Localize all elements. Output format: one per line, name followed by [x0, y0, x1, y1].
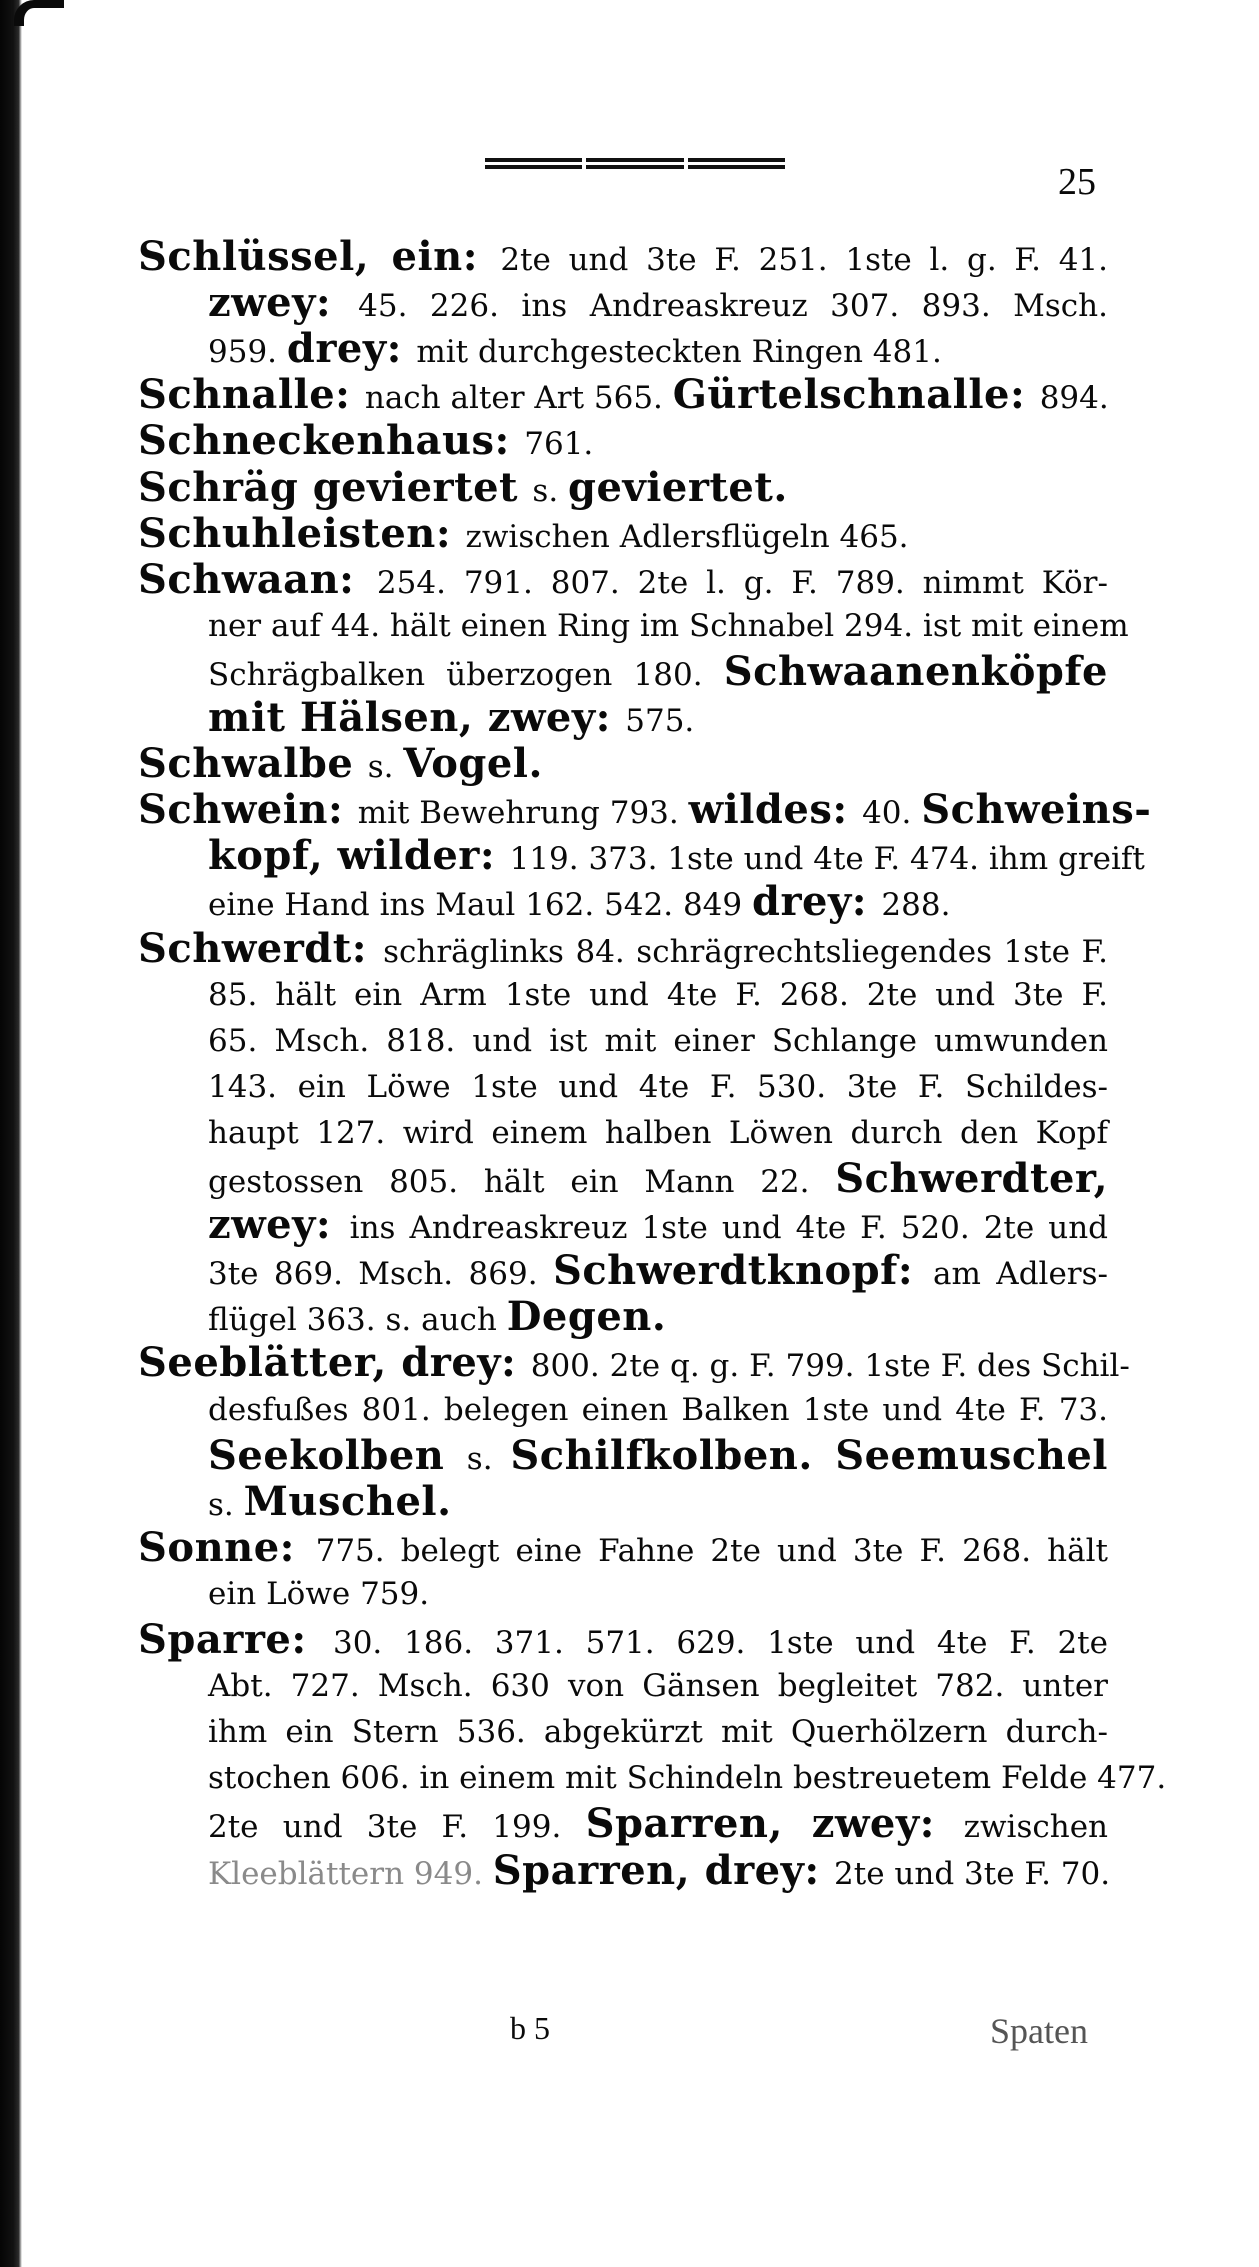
entry-text: eine Hand ins Maul 162. 542. 849 — [208, 887, 752, 924]
entry-text: ner auf 44. hält einen Ring im Schnabel 294. ist mit einem — [208, 607, 1129, 644]
headword: Schlüssel, ein: — [138, 233, 501, 280]
index-continuation-line — [208, 1018, 1108, 1064]
entry-text: 254. 791. 807. 2te l. g. F. 789. nimmt Kör- — [376, 564, 1108, 601]
index-continuation-line — [208, 1387, 1108, 1433]
index-continuation-line — [208, 1571, 1108, 1617]
headword: kopf, wilder: — [208, 832, 510, 880]
index-continuation-line — [208, 832, 1145, 880]
entry-text: ins Andreaskreuz 1ste und 4te F. 520. 2te und — [349, 1210, 1108, 1247]
headword: Schräg geviertet — [138, 463, 533, 511]
headword: Schweins- — [921, 786, 1152, 834]
headword: Seekolben — [208, 1431, 467, 1479]
headword: Schwaan: — [138, 555, 377, 603]
entry-text: zwischen — [963, 1809, 1109, 1846]
index-continuation-line — [208, 603, 1129, 649]
index-continuation-line — [208, 1846, 1111, 1894]
headword: Gürtelschnalle: — [672, 371, 1040, 419]
headword: geviertet. — [568, 463, 788, 511]
index-continuation-line — [208, 1663, 1108, 1709]
index-continuation-line — [208, 695, 1108, 741]
entry-text: 30. 186. 371. 571. 629. 1ste und 4te F. 2te — [332, 1625, 1108, 1661]
entry-text: 800. 2te q. g. F. 799. 1ste F. des Schil- — [530, 1348, 1130, 1385]
entry-text: 3te 869. Msch. 869. — [208, 1256, 553, 1293]
entry-text: mit durchgesteckten Ringen 481. — [416, 334, 942, 371]
headword: zwey: — [208, 1201, 350, 1249]
entry-text: flügel 363. s. auch — [208, 1302, 507, 1339]
entry-text: 959. — [208, 334, 287, 371]
index-entry-line — [138, 786, 1152, 834]
headword: Schwein: — [138, 786, 358, 834]
entry-text: 2te und 3te F. 251. 1ste l. g. F. 41. — [500, 242, 1108, 278]
entry-text: 40. — [862, 795, 922, 832]
index-continuation-line — [208, 1755, 1167, 1801]
entry-text: Schrägbalken überzogen 180. — [208, 656, 724, 693]
entry-text: 894. — [1039, 380, 1109, 417]
entry-text: nach alter Art 565. — [364, 380, 673, 417]
index-entry-line — [138, 1617, 1108, 1663]
index-entry-line — [138, 741, 1108, 787]
header-ornament-rule — [485, 157, 785, 173]
index-continuation-line — [208, 1709, 1108, 1755]
headword: Schwerdter, — [835, 1155, 1108, 1202]
headword: Muschel. — [243, 1477, 452, 1525]
ornament-segment — [485, 158, 582, 169]
page-number: 25 — [1058, 161, 1096, 203]
headword: Sonne: — [138, 1523, 316, 1571]
index-entry-line — [138, 926, 1108, 972]
entry-text: s. — [532, 472, 569, 509]
entry-text: 85. hält ein Arm 1ste und 4te F. 268. 2te und 3te F. — [208, 976, 1108, 1013]
headword: Schwaanenköpfe — [723, 647, 1108, 695]
entry-text: mit Bewehrung 793. — [357, 795, 689, 832]
book-binding-shadow — [0, 0, 22, 2267]
entry-text: s. — [367, 749, 404, 786]
entry-text: ihm ein Stern 536. abgekürzt mit Querhölzern durch- — [208, 1714, 1108, 1751]
entry-text: gestossen 805. hält ein Mann 22. — [208, 1164, 836, 1200]
headword: Vogel. — [403, 740, 543, 788]
entry-text: 288. — [881, 887, 951, 924]
headword: Seeblätter, drey: — [138, 1339, 531, 1387]
entry-text: schräglinks 84. schrägrechtsliegendes 1ste F. — [383, 933, 1108, 970]
entry-text: 575. — [625, 703, 695, 739]
headword: Schneckenhaus: — [138, 417, 525, 465]
entry-text: Abt. 727. Msch. 630 von Gänsen begleitet 782. unter — [208, 1668, 1108, 1705]
headword: Sparren, drey: — [492, 1846, 835, 1894]
entry-text: desfußes 801. belegen einen Balken 1ste und 4te F. 73. — [208, 1391, 1108, 1428]
headword: Schwerdt: — [138, 924, 384, 972]
index-entry-line — [138, 557, 1108, 603]
headword: Schwalbe — [138, 740, 368, 788]
entry-text: 119. 373. 1ste und 4te F. 474. ihm greift — [509, 841, 1145, 878]
index-entry-line — [138, 1525, 1108, 1571]
entry-text: zwischen Adlersflügeln 465. — [465, 518, 909, 555]
index-continuation-line — [208, 1156, 1108, 1202]
ornament-segment — [688, 158, 785, 169]
index-continuation-line — [208, 649, 1108, 695]
printer-signature: b 5 — [510, 2010, 550, 2046]
entry-text: 775. belegt eine Fahne 2te und 3te F. 268. hält — [315, 1532, 1108, 1569]
index-continuation-line — [208, 1479, 1108, 1525]
entry-text: stochen 606. in einem mit Schindeln bestreuetem Felde 477. — [208, 1760, 1167, 1797]
index-entry-line — [138, 418, 1108, 464]
index-continuation-line — [208, 1248, 1108, 1294]
index-continuation-line — [208, 1294, 1108, 1340]
entry-text: 2te und 3te F. 199. — [208, 1809, 586, 1846]
index-entry-line — [138, 1339, 1130, 1387]
catchword: Spaten — [990, 2011, 1088, 2051]
entry-text: 65. Msch. 818. und ist mit einer Schlange umwunden — [208, 1022, 1108, 1059]
index-continuation-line — [208, 280, 1108, 326]
index-continuation-line — [208, 326, 1108, 372]
headword: Degen. — [506, 1293, 667, 1341]
entry-text: ein Löwe 759. — [208, 1575, 430, 1612]
index-continuation-line — [208, 1110, 1108, 1156]
entry-text: 45. 226. ins Andreaskreuz 307. 893. Msch. — [358, 288, 1108, 325]
entry-text: 2te und 3te F. 70. — [834, 1855, 1111, 1892]
index-continuation-line — [208, 1801, 1108, 1847]
entry-text: am Adlers- — [933, 1256, 1108, 1293]
binding-corner — [14, 0, 64, 26]
headword: mit Hälsen, zwey: — [208, 694, 626, 741]
headword: Schnalle: — [138, 371, 365, 419]
headword: Sparre: — [138, 1616, 333, 1663]
entry-text: Kleeblättern 949. — [208, 1855, 493, 1892]
index-entry-line — [138, 234, 1108, 280]
index-entry-line — [138, 372, 1108, 418]
headword: drey: — [286, 325, 417, 373]
headword: Schilfkolben. Seemuschel — [510, 1431, 1108, 1479]
index-continuation-line — [208, 1202, 1108, 1248]
headword: wildes: — [688, 786, 863, 834]
headword: Schwerdtknopf: — [552, 1247, 934, 1295]
ornament-segment — [586, 158, 683, 169]
index-continuation-line — [208, 1433, 1108, 1479]
entry-text: 761. — [524, 426, 594, 463]
entry-text: haupt 127. wird einem halben Löwen durch den Kopf — [208, 1114, 1108, 1151]
index-entry-line — [138, 511, 1108, 557]
index-continuation-line — [208, 972, 1108, 1018]
index-entry-line — [138, 465, 1108, 511]
index-continuation-line — [208, 879, 1108, 925]
entry-text: 143. ein Löwe 1ste und 4te F. 530. 3te F. Schildes- — [208, 1068, 1108, 1105]
entry-text: s. — [466, 1440, 511, 1477]
index-continuation-line — [208, 1064, 1108, 1110]
headword: zwey: — [208, 279, 359, 327]
headword: drey: — [751, 878, 882, 926]
headword: Schuhleisten: — [138, 509, 466, 557]
headword: Sparren, zwey: — [585, 1800, 964, 1848]
entry-text: s. — [208, 1486, 244, 1523]
